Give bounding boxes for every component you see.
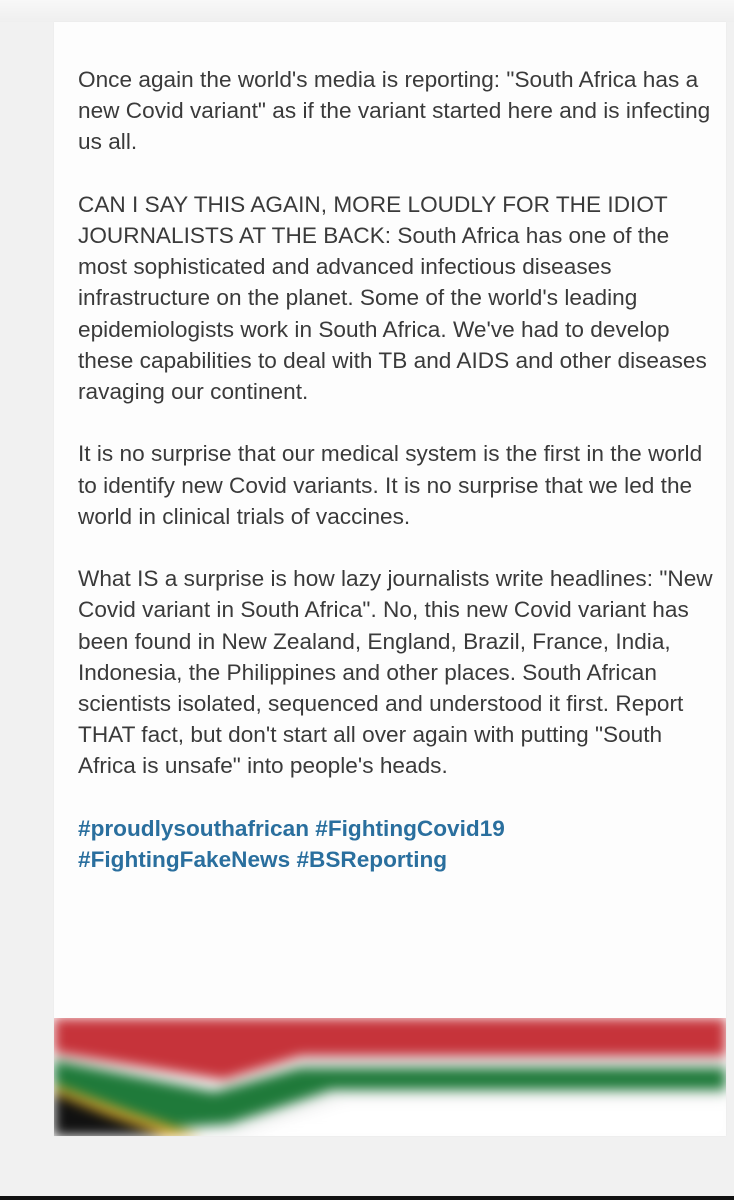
paragraph-spacer	[78, 158, 718, 189]
post-paragraph-3: It is no surprise that our medical system is the first in the world to identify new Covid variants. It is no surprise that we led the world in clinical trials of vaccines.	[78, 441, 703, 529]
post-paragraph-4: What IS a surprise is how lazy journalists write headlines: "New Covid variant in South Africa". No, this new Covid variant has been found in New Zealand, England, Brazil, France, India, Indonesia, the Philippines and other places. South African scientists isolated, sequenced and understood it first. Report THAT fact, but don't start all over again with putting "South Africa is unsafe" into people's heads.	[78, 566, 713, 779]
paragraph-spacer	[78, 782, 718, 813]
hashtag-fightingfakenews[interactable]: #FightingFakeNews	[78, 847, 291, 873]
bottom-rule	[0, 1196, 734, 1200]
flag-graphic	[54, 1018, 726, 1136]
hashtag-line-1	[78, 813, 718, 844]
paragraph-spacer	[78, 532, 718, 563]
post-body	[78, 64, 718, 875]
flag-white-stripe-highlight	[299, 1056, 726, 1068]
post-card	[54, 22, 726, 1136]
hashtag-bsreporting[interactable]: #BSReporting	[296, 847, 448, 873]
paragraph-spacer	[78, 407, 718, 438]
top-band	[0, 0, 734, 22]
hashtag-proudlysouthafrican[interactable]: #proudlysouthafrican	[78, 815, 309, 841]
post-paragraph-2: CAN I SAY THIS AGAIN, MORE LOUDLY FOR THE IDIOT JOURNALISTS AT THE BACK: South Africa has one of the most sophisticated and advanced infectious diseases infrastructure on the planet. Some of the world's leading epidemiologists work in South Africa. We've had to develop these capabilities to deal with TB and AIDS and other diseases ravaging our continent.	[78, 191, 707, 405]
post-paragraph-1: Once again the world's media is reporting: "South Africa has a new Covid variant" as if the variant started here and is infecting us all.	[78, 67, 711, 155]
hashtag-line-2	[78, 844, 718, 875]
hashtag-fightingcovid19[interactable]: #FightingCovid19	[315, 815, 505, 841]
south-africa-flag-image	[54, 1018, 726, 1136]
